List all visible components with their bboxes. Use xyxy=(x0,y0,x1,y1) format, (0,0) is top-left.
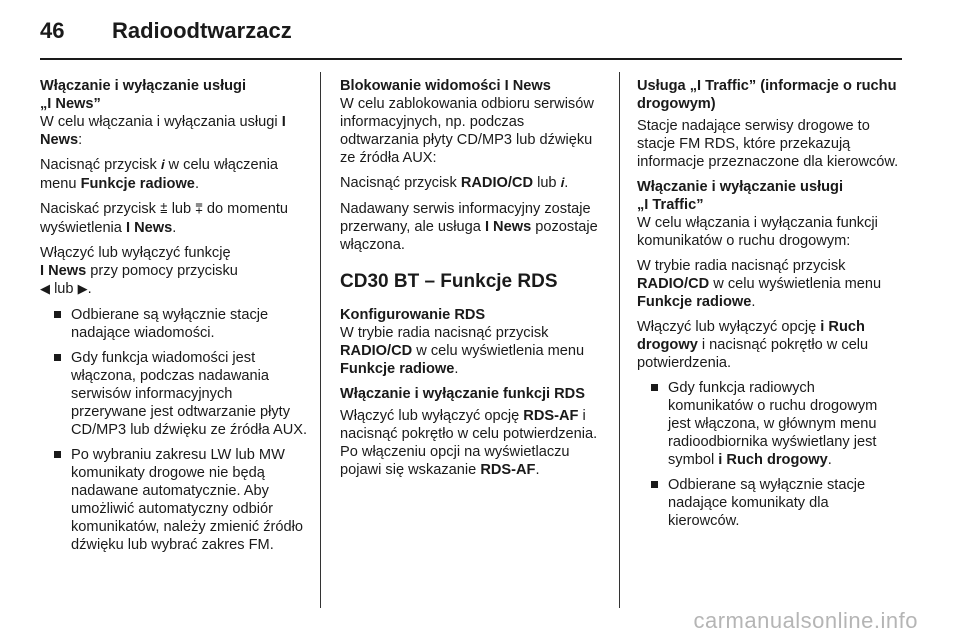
text: : xyxy=(78,132,83,148)
header-rule xyxy=(40,58,902,60)
text: . xyxy=(172,220,177,236)
seek-down-icon: ⩱ xyxy=(195,202,203,217)
text: przy pomocy przycisku xyxy=(90,263,238,279)
text: W trybie radia nacisnąć przycisk xyxy=(637,258,846,274)
text: lub xyxy=(54,281,74,297)
block-text: W celu zablokowania odbioru serwisów informacyjnych, np. podczas odtwarzania płyty CD/MP3 lub dźwięku ze źródła AUX: xyxy=(340,96,594,166)
text: lub xyxy=(537,175,557,191)
inews-toggle-heading-2: „I News” xyxy=(40,96,101,112)
bullet-icon xyxy=(54,451,61,458)
list-item xyxy=(54,349,308,439)
section-title: CD30 BT – Funkcje RDS xyxy=(340,271,558,292)
text: w celu wyświetlenia menu xyxy=(416,343,585,359)
column-divider-left xyxy=(320,72,321,608)
text: . xyxy=(454,361,459,377)
page-number: 46 xyxy=(40,18,65,43)
seek-up-icon: ⩲ xyxy=(160,202,168,217)
info-icon: 𝒊 xyxy=(560,176,565,191)
text: . xyxy=(535,462,540,478)
column-1 xyxy=(40,77,308,561)
list-item xyxy=(651,476,903,530)
column-2 xyxy=(340,77,606,486)
text: Nacisnąć przycisk xyxy=(40,157,157,173)
traffic-heading: Usługa „I Traffic” (informacje o ruchu drogowym) xyxy=(637,78,897,112)
text: Nacisnąć przycisk xyxy=(340,175,457,191)
text: Nadawany serwis informacyjny zostaje przerwany, ale usługa xyxy=(340,201,591,235)
text: w celu wyświetlenia menu xyxy=(713,276,882,292)
menu-term: Funkcje radiowe xyxy=(340,361,455,377)
list-item xyxy=(651,379,903,469)
text: i nacisnąć pokrętło w celu potwierdzenia. Po włączeniu opcji na wyświetlaczu pojawi się wskazanie xyxy=(340,408,598,478)
column-divider-right xyxy=(619,72,620,608)
arrow-left-icon: ◀ xyxy=(40,282,50,297)
inews-term: I News xyxy=(40,114,286,148)
option-term: i Ruch drogowy xyxy=(637,319,865,353)
text: Odbierane są wyłącznie stacje nadające wiadomości. xyxy=(71,307,269,341)
bullet-icon xyxy=(651,384,658,391)
text: w celu włączenia menu xyxy=(40,157,279,192)
bullet-icon xyxy=(54,311,61,318)
rds-heading: Włączanie i wyłączanie funkcji RDS xyxy=(340,386,585,402)
inews-intro xyxy=(40,113,308,149)
text: Naciskać przycisk xyxy=(40,201,156,217)
option-term: RDS-AF xyxy=(523,408,579,424)
text: i nacisnąć pokrętło w celu potwierdzenia. xyxy=(637,337,869,371)
menu-term: Funkcje radiowe xyxy=(80,176,195,192)
traffic-toggle-heading-2: „I Traffic” xyxy=(637,197,704,213)
text: . xyxy=(751,294,756,310)
page-title: Radioodtwarzacz xyxy=(112,18,292,43)
arrow-right-icon: ▶ xyxy=(77,282,88,297)
option-term: i Ruch drogowy xyxy=(718,452,828,468)
text: Po wybraniu zakresu LW lub MW komunikaty drogowe nie będą nadawane automatycznie. Aby umożliwić automatyczny odbiór komunikatów, należy zmienić źródło dźwięku lub wybrać zakres FM. xyxy=(71,447,303,553)
text: lub xyxy=(171,201,192,217)
text: . xyxy=(827,452,832,468)
config-heading: Konfigurowanie RDS xyxy=(340,307,486,323)
text: Odbierane są wyłącznie stacje nadające komunikaty dla kierowców. xyxy=(668,477,866,529)
menu-term: Funkcje radiowe xyxy=(637,294,752,310)
button-term: RADIO/CD xyxy=(637,276,710,292)
traffic-toggle-heading: Włączanie i wyłączanie usługi xyxy=(637,179,844,195)
step-1 xyxy=(40,156,308,193)
text: . xyxy=(194,176,199,192)
rds-text xyxy=(340,407,606,479)
traffic-text: Stacje nadające serwisy drogowe to stacje FM RDS, które przekazują informacje przeznaczone dla kierowców. xyxy=(637,118,899,170)
text: . xyxy=(564,175,569,191)
step-2 xyxy=(40,200,308,237)
button-term: RADIO/CD xyxy=(340,343,413,359)
block-interrupt xyxy=(340,200,606,254)
traffic-toggle-text: W celu włączania i wyłączania funkcji komunikatów o ruchu drogowym: xyxy=(637,215,878,249)
traffic-option xyxy=(637,318,903,372)
block-press xyxy=(340,174,606,193)
text: do momentu wyświetlenia xyxy=(40,201,289,236)
text: Włączyć lub wyłączyć funkcję xyxy=(40,245,231,261)
inews-term: I News xyxy=(484,219,532,235)
column-3 xyxy=(637,77,903,537)
step-3 xyxy=(40,244,308,299)
inews-toggle-heading: Włączanie i wyłączanie usługi xyxy=(40,78,247,94)
bullet-icon xyxy=(651,481,658,488)
page-header xyxy=(40,18,902,54)
button-term: RADIO/CD xyxy=(460,175,534,191)
text: Gdy funkcja radiowych komunikatów o ruchu drogowym jest włączona, w głównym menu radioodbiornika wyświetlany jest symbol xyxy=(668,380,878,468)
bullet-icon xyxy=(54,354,61,361)
watermark: carmanualsonline.info xyxy=(693,608,918,633)
text: W celu włączania i wyłączania usługi xyxy=(40,114,278,130)
block-heading: Blokowanie widomości I News xyxy=(340,78,551,94)
info-icon: 𝒊 xyxy=(160,158,165,173)
traffic-mode xyxy=(637,257,903,311)
inews-term: I News xyxy=(40,263,87,279)
text: pozostaje włączona. xyxy=(340,219,598,253)
config-text xyxy=(340,324,606,378)
text: Włączyć lub wyłączyć opcję xyxy=(637,319,817,335)
traffic-notes-list xyxy=(651,379,903,530)
text: Włączyć lub wyłączyć opcję xyxy=(340,408,520,424)
inews-notes-list xyxy=(54,306,308,554)
list-item xyxy=(54,306,308,342)
list-item xyxy=(54,446,308,554)
option-term: RDS-AF xyxy=(480,462,536,478)
text: . xyxy=(87,281,92,297)
text: Gdy funkcja wiadomości jest włączona, podczas nadawania serwisów informacyjnych przerywane jest odtwarzanie płyty CD/MP3 lub dźwięku ze źródła AUX. xyxy=(71,350,308,438)
inews-term: I News xyxy=(125,220,173,236)
text: W trybie radia nacisnąć przycisk xyxy=(340,325,549,341)
